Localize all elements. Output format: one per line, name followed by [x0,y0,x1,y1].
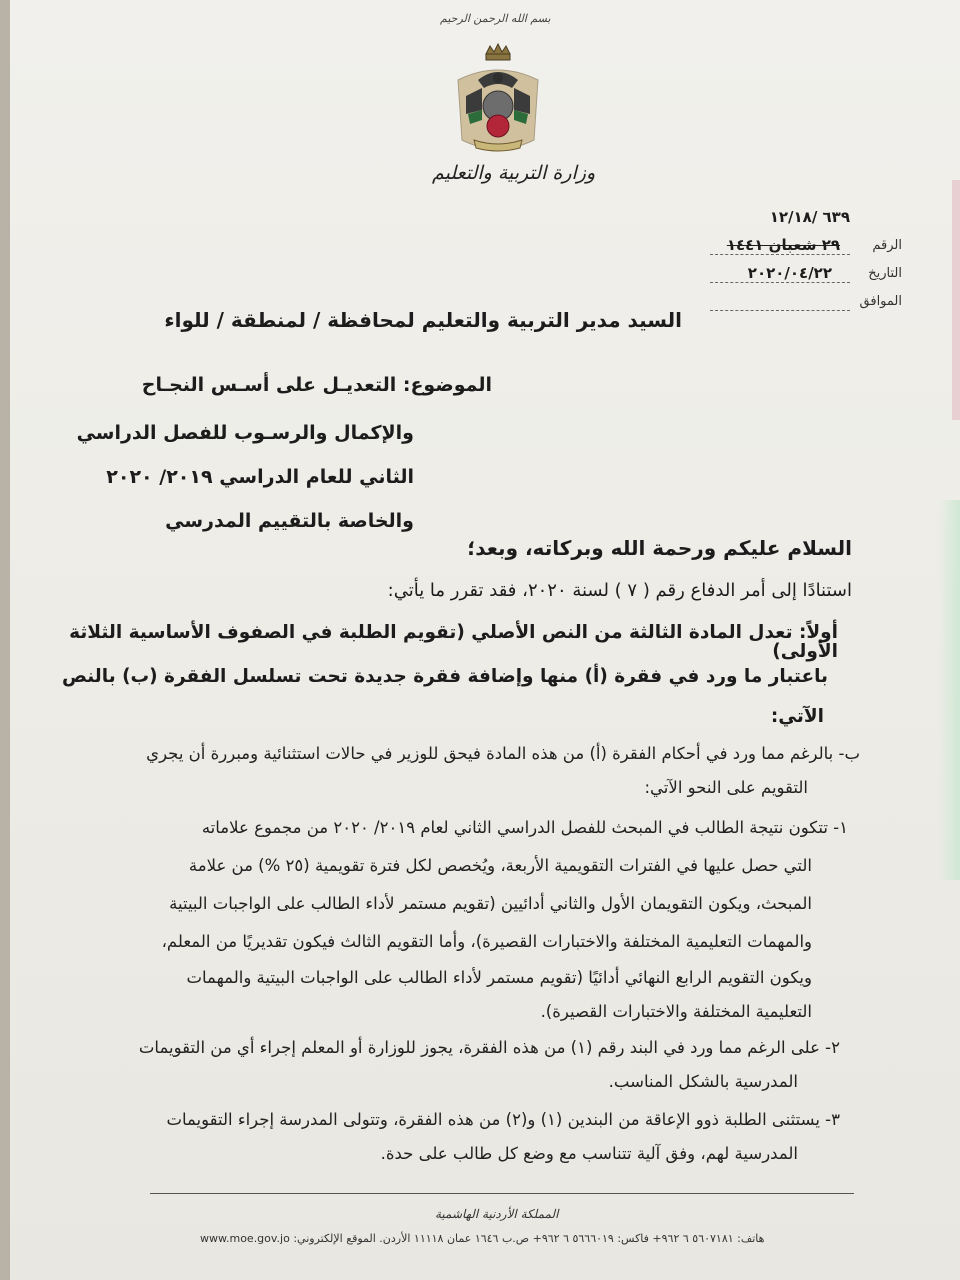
clause-1-line-1: ١- تتكون نتيجة الطالب في المبحث للفصل الدراسي الثاني لعام ٢٠١٩/ ٢٠٢٠ من مجموع علاماته [201,818,848,837]
reference-number-line [710,254,850,255]
clause-1-line-3: المبحث، ويكون التقويمان الأول والثاني أدائيين (تقويم مستمر لأداء الطالب على الواجبات البيتية [169,894,812,913]
footer-divider [150,1193,854,1194]
date-line [710,282,850,283]
date-label: التاريخ [868,266,902,281]
greeting: السلام عليكم ورحمة الله وبركاته، وبعد؛ [467,536,852,560]
addressee: السيد مدير التربية والتعليم لمحافظة / لمنطقة / للواء [164,308,682,332]
subject-line-3: الثاني للعام الدراسي ٢٠١٩/ ٢٠٢٠ [106,466,414,488]
footer-contact-details: هاتف: ٥٦٠٧١٨١ ٦ ٩٦٢+ فاكس: ٥٦٦٦٠١٩ ٦ ٩٦٢+ ص.ب ١٦٤٦ عمان ١١١١٨ الأردن. الموقع الإلكتروني: [293,1232,765,1245]
date-value: ٢٠٢٠/٠٤/٢٢ [747,264,832,282]
clause-1-line-6: التعليمية المختلفة والاختبارات القصيرة). [540,1002,812,1021]
paragraph-b-line-2: التقويم على النحو الآتي: [644,778,808,797]
clause-1-line-5: ويكون التقويم الرابع النهائي أدائيًا (تقويم مستمر لأداء الطالب على الواجبات البيتية والمهمات [186,968,812,987]
clause-3-line-1: ٣- يستثنى الطلبة ذوو الإعاقة من البندين (١) و(٢) من هذه الفقرة، وتتولى المدرسة إجراء التقويمات [166,1110,840,1129]
ministry-name: وزارة التربية والتعليم [432,162,596,184]
clause-2-line-2: المدرسية بالشكل المناسب. [608,1072,798,1091]
footer-website[interactable]: www.moe.gov.jo [200,1232,290,1245]
article-first-line-3: الآتي: [770,706,824,727]
corresponding-label: الموافق [859,294,902,309]
reference-number: ٦٣٩ /١٢/١٨ [769,208,850,226]
hijri-date: ٢٩ شعبان ١٤٤١ [726,236,840,254]
footer-kingdom: المملكة الأردنية الهاشمية [435,1207,559,1221]
subject-line-4: والخاصة بالتقييم المدرسي [165,510,414,532]
article-first-line-1: أولاً: تعدل المادة الثالثة من النص الأصلي (تقويم الطلبة في الصفوف الأساسية الثلاثة الأولى) [69,622,838,662]
footer-contact [200,1232,764,1245]
emblem-icon [448,40,548,160]
subject-line-1: الموضوع: التعديـل على أسـس النجـاح [141,374,492,396]
clause-3-line-2: المدرسية لهم، وفق آلية تتناسب مع وضع كل طالب على حدة. [380,1144,798,1163]
clause-1-line-2: التي حصل عليها في الفترات التقويمية الأربعة، ويُخصص لكل فترة تقويمية (٢٥ %) من علامة [188,856,812,875]
subject-line-2: والإكمال والرسـوب للفصل الدراسي [76,422,414,444]
reference-number-label: الرقم [872,238,902,253]
letter-page [10,0,960,1280]
paragraph-b-line-1: ب- بالرغم مما ورد في أحكام الفقرة (أ) من هذه المادة فيحق للوزير في حالات استثنائية ومبررة أن يجري [146,744,860,763]
intro-text: استنادًا إلى أمر الدفاع رقم ( ٧ ) لسنة ٢٠٢٠، فقد تقرر ما يأتي: [387,580,852,601]
basmala: بسم الله الرحمن الرحيم [440,12,551,25]
corresponding-line [710,310,850,311]
background-edge [938,500,960,880]
clause-2-line-1: ٢- على الرغم مما ورد في البند رقم (١) من هذه الفقرة، يجوز للوزارة أو المعلم إجراء أي من التقويمات [138,1038,840,1057]
article-first-line-2: باعتبار ما ورد في فقرة (أ) منها وإضافة فقرة جديدة تحت تسلسل الفقرة (ب) بالنص [62,666,828,687]
clause-1-line-4: والمهمات التعليمية المختلفة والاختبارات القصيرة)، وأما التقويم الثالث فيكون تقديريًا من المعلم، [161,932,812,951]
background-edge [952,180,960,420]
